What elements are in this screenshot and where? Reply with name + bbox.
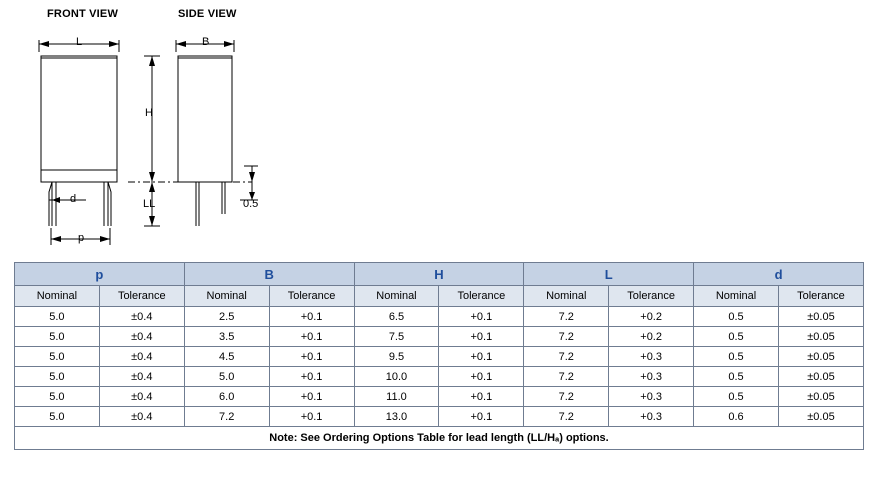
sub-header-d-tolerance: Tolerance	[778, 286, 863, 307]
arrow-bottom-LL	[149, 216, 155, 226]
cell: 7.2	[524, 367, 609, 387]
table-row	[15, 367, 864, 387]
arrow-left-p	[51, 236, 61, 242]
cell: ±0.4	[99, 347, 184, 367]
cell: 0.5	[694, 307, 779, 327]
cell: +0.1	[439, 387, 524, 407]
dim-label-H: H	[145, 107, 153, 119]
cell: +0.3	[609, 407, 694, 427]
dim-label-B: B	[202, 36, 210, 48]
cell: 5.0	[184, 367, 269, 387]
cell: +0.1	[269, 407, 354, 427]
cell: 7.2	[184, 407, 269, 427]
cell: ±0.05	[778, 367, 863, 387]
dimensions-table	[14, 262, 864, 450]
cell: 11.0	[354, 387, 439, 407]
dim-label-L: L	[76, 36, 83, 48]
table-row	[15, 307, 864, 327]
cell: +0.1	[439, 347, 524, 367]
arrow-top-H	[149, 56, 155, 66]
cell: +0.1	[439, 367, 524, 387]
cell: 5.0	[15, 307, 100, 327]
cell: 6.0	[184, 387, 269, 407]
dim-label-d: d	[70, 193, 77, 205]
cell: 7.2	[524, 347, 609, 367]
cell: +0.1	[439, 307, 524, 327]
sub-header-B-nominal: Nominal	[184, 286, 269, 307]
cell: +0.1	[269, 327, 354, 347]
cell: +0.2	[609, 327, 694, 347]
cell: ±0.4	[99, 307, 184, 327]
cell: ±0.05	[778, 327, 863, 347]
cell: ±0.05	[778, 307, 863, 327]
sub-header-L-nominal: Nominal	[524, 286, 609, 307]
sub-header-H-nominal: Nominal	[354, 286, 439, 307]
arrow-left-B	[176, 41, 186, 47]
cell: 3.5	[184, 327, 269, 347]
cell: 7.2	[524, 387, 609, 407]
cell: ±0.4	[99, 367, 184, 387]
cell: +0.1	[269, 347, 354, 367]
height-dimension	[144, 56, 160, 182]
sub-header-p-nominal: Nominal	[15, 286, 100, 307]
front-view-leads	[49, 182, 111, 226]
table-group-header-row	[15, 263, 864, 286]
cell: +0.2	[609, 307, 694, 327]
cell: 5.0	[15, 407, 100, 427]
cell: 5.0	[15, 347, 100, 367]
table-row	[15, 407, 864, 427]
cell: +0.1	[269, 387, 354, 407]
group-header-d: d	[694, 263, 864, 286]
table-note: Note: See Ordering Options Table for lead length (LL/Hₐ) options.	[15, 427, 864, 450]
cell: +0.1	[439, 327, 524, 347]
cell: 0.5	[694, 327, 779, 347]
arrow-left-L	[39, 41, 49, 47]
cell: 5.0	[15, 327, 100, 347]
cell: 5.0	[15, 367, 100, 387]
cell: 2.5	[184, 307, 269, 327]
cell: +0.1	[269, 307, 354, 327]
cell: 5.0	[15, 387, 100, 407]
front-view-body	[41, 56, 117, 182]
arrow-up-offset	[249, 172, 255, 182]
cell: 0.6	[694, 407, 779, 427]
arrow-right-L	[109, 41, 119, 47]
cell: +0.1	[439, 407, 524, 427]
group-header-B: B	[184, 263, 354, 286]
group-header-H: H	[354, 263, 524, 286]
cell: +0.1	[269, 367, 354, 387]
dim-label-lead-offset: 0.5	[243, 198, 259, 210]
cell: ±0.05	[778, 387, 863, 407]
cell: +0.3	[609, 367, 694, 387]
sub-header-B-tolerance: Tolerance	[269, 286, 354, 307]
group-header-p: p	[15, 263, 185, 286]
arrow-right-B	[224, 41, 234, 47]
side-view-leads	[196, 182, 225, 226]
cell: 13.0	[354, 407, 439, 427]
cell: 7.2	[524, 407, 609, 427]
table-row	[15, 327, 864, 347]
cell: 0.5	[694, 387, 779, 407]
cell: 0.5	[694, 367, 779, 387]
cell: ±0.4	[99, 387, 184, 407]
dim-label-LL: LL	[143, 198, 156, 210]
cell: 0.5	[694, 347, 779, 367]
table-note-row	[15, 427, 864, 450]
sub-header-d-nominal: Nominal	[694, 286, 779, 307]
cell: 10.0	[354, 367, 439, 387]
sub-header-H-tolerance: Tolerance	[439, 286, 524, 307]
cell: +0.3	[609, 387, 694, 407]
cell: +0.3	[609, 347, 694, 367]
cell: 6.5	[354, 307, 439, 327]
side-view-body	[178, 56, 232, 182]
table-row	[15, 387, 864, 407]
cell: ±0.4	[99, 407, 184, 427]
table-row	[15, 347, 864, 367]
arrow-right-p	[100, 236, 110, 242]
cell: 9.5	[354, 347, 439, 367]
group-header-L: L	[524, 263, 694, 286]
side-view-title: SIDE VIEW	[178, 8, 237, 20]
cell: 7.2	[524, 307, 609, 327]
cell: ±0.4	[99, 327, 184, 347]
dim-label-p: p	[78, 232, 85, 244]
sub-header-p-tolerance: Tolerance	[99, 286, 184, 307]
cell: 4.5	[184, 347, 269, 367]
table-sub-header-row	[15, 286, 864, 307]
front-view-title: FRONT VIEW	[47, 8, 119, 20]
lead-offset-dimension	[240, 166, 258, 200]
cell: ±0.05	[778, 407, 863, 427]
arrow-top-LL	[149, 182, 155, 192]
sub-header-L-tolerance: Tolerance	[609, 286, 694, 307]
arrow-bottom-H	[149, 172, 155, 182]
cell: 7.5	[354, 327, 439, 347]
cell: 7.2	[524, 327, 609, 347]
cell: ±0.05	[778, 347, 863, 367]
